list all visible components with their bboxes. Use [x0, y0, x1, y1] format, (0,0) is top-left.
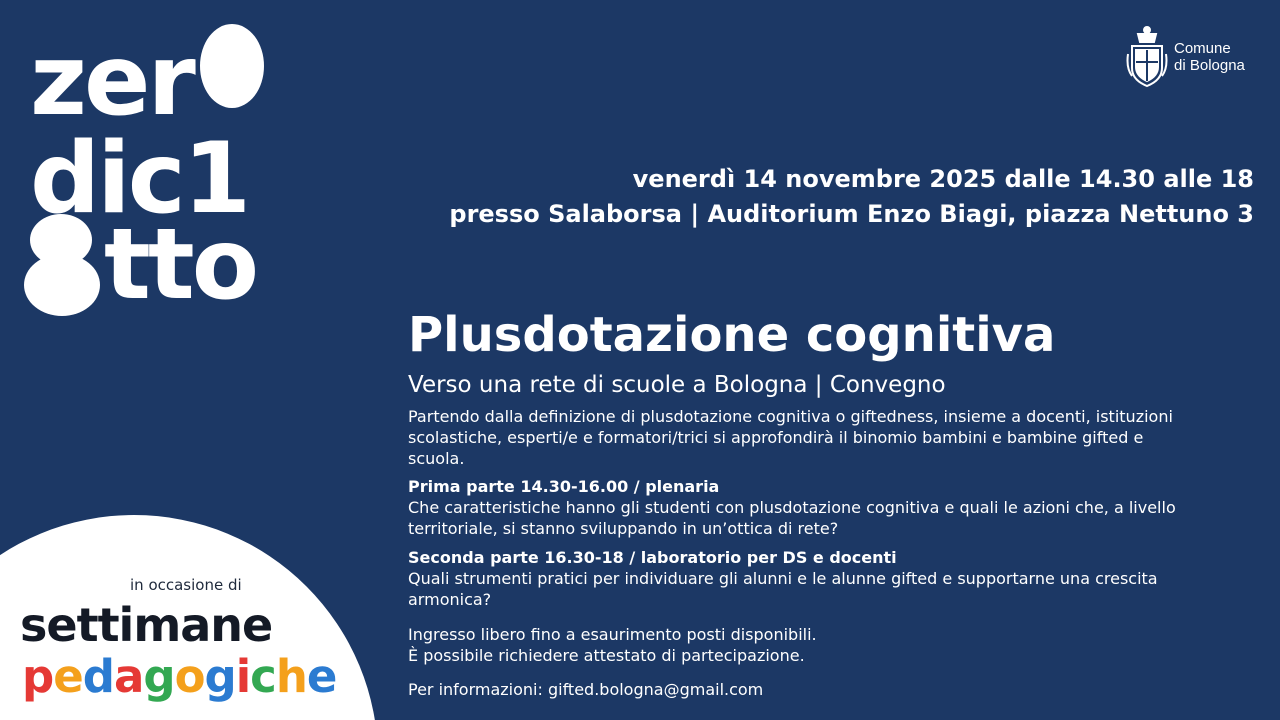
wordmark-letter: p: [22, 650, 54, 703]
page-subtitle: Verso una rete di scuole a Bologna | Convegno: [408, 372, 946, 398]
wordmark-letter: o: [174, 650, 205, 703]
zero-diciotto-logo: [24, 18, 274, 328]
intro-paragraph: [408, 406, 1258, 469]
main-content: [408, 306, 1258, 700]
logo-line-1: zer: [30, 24, 193, 138]
event-date: venerdì 14 novembre 2025 dalle 14.30 alle 18: [632, 165, 1254, 193]
comune-line-1: Comune: [1174, 40, 1231, 57]
wordmark-letter: e: [53, 650, 83, 703]
note-line: Ingresso libero fino a esaurimento posti disponibili.: [408, 625, 817, 644]
wordmark-letter: i: [235, 650, 251, 703]
event-details: [449, 162, 1254, 232]
logo-line-3: tto: [104, 208, 257, 322]
part-two-title: Seconda parte 16.30-18 / laboratorio per DS e docenti: [408, 548, 897, 567]
wordmark-letter: d: [82, 650, 114, 703]
occasion-label: in occasione di: [130, 576, 242, 594]
notes: [408, 624, 1258, 666]
part-one: [408, 476, 1258, 539]
contact-info: Per informazioni: gifted.bologna@gmail.com: [408, 680, 764, 699]
logo-line-2: dic1: [30, 122, 249, 236]
part-one-title: Prima parte 14.30-16.00 / plenaria: [408, 477, 720, 496]
wordmark-letter: a: [113, 650, 144, 703]
crest-icon: [1126, 24, 1168, 90]
part-one-line: Che caratteristiche hanno gli studenti con plusdotazione cognitiva e quali le azioni che, a livello: [408, 498, 1176, 517]
part-two-line: Quali strumenti pratici per individuare gli alunni e le alunne gifted e supportarne una crescita: [408, 569, 1158, 588]
event-place: presso Salaborsa | Auditorium Enzo Biagi, piazza Nettuno 3: [449, 200, 1254, 228]
part-two: [408, 547, 1258, 610]
page-title: Plusdotazione cognitiva: [408, 307, 1056, 363]
settimane-wordmark: settimane: [20, 598, 273, 652]
wordmark-letter: g: [204, 650, 236, 703]
comune-logo: [1126, 24, 1245, 90]
intro-line: Partendo dalla definizione di plusdotazione cognitiva o giftedness, insieme a docenti, istituzioni: [408, 407, 1173, 426]
wordmark-letter: c: [250, 650, 276, 703]
wordmark-letter: g: [143, 650, 175, 703]
wordmark-letter: h: [275, 650, 307, 703]
intro-line: scolastiche, esperti/e e formatori/trici si approfondirà il binomio bambini e bambine gifted e: [408, 428, 1144, 447]
note-line: È possibile richiedere attestato di partecipazione.: [408, 646, 805, 665]
zero-shape: [200, 24, 264, 108]
intro-line: scuola.: [408, 449, 465, 468]
comune-line-2: di Bologna: [1174, 57, 1245, 74]
part-two-line: armonica?: [408, 590, 492, 609]
pedagogiche-wordmark: [22, 650, 337, 703]
part-one-line: territoriale, si stanno sviluppando in un’ottica di rete?: [408, 519, 839, 538]
comune-text: [1174, 40, 1245, 74]
wordmark-letter: e: [306, 650, 337, 703]
